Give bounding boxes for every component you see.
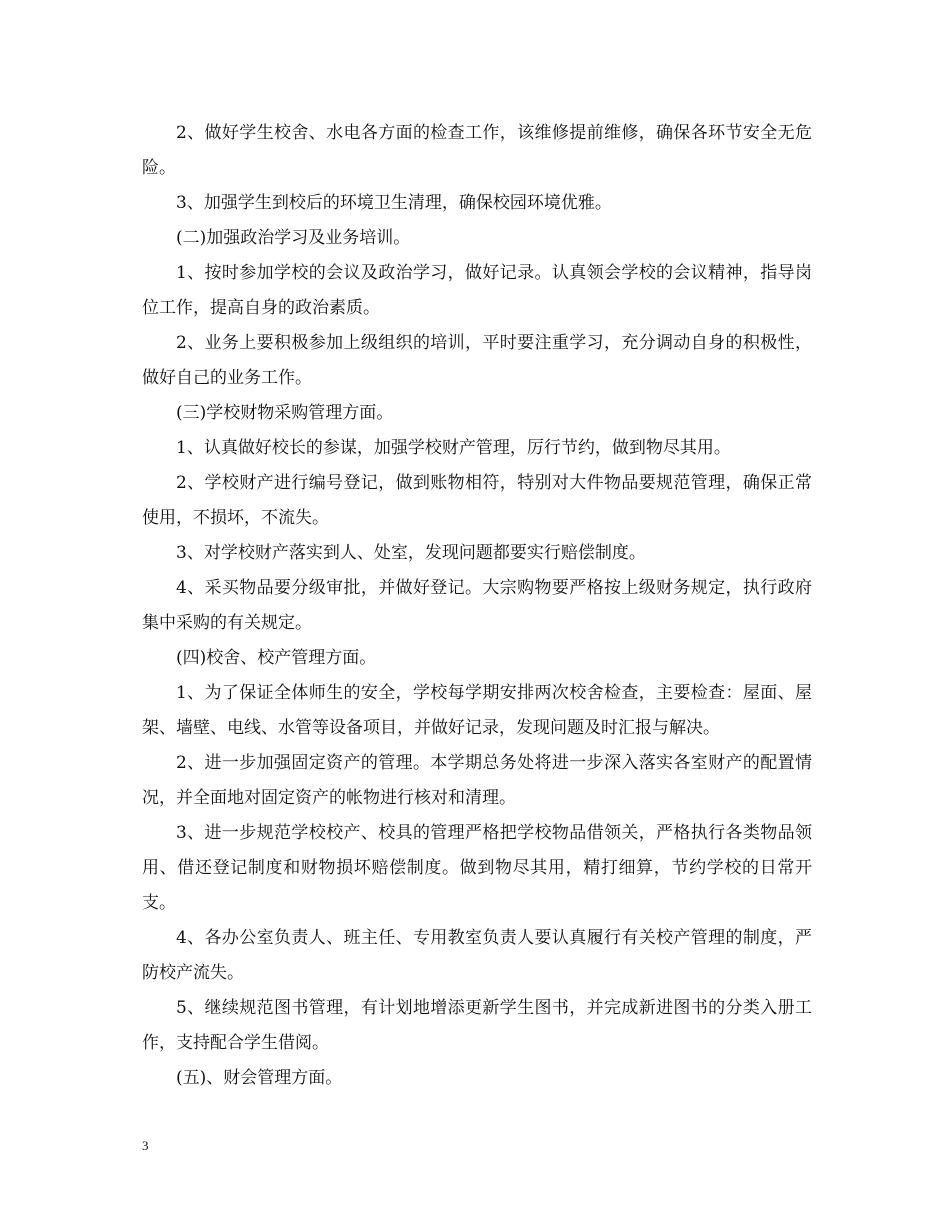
paragraph: 3、对学校财产落实到人、处室，发现问题都要实行赔偿制度。	[176, 543, 646, 563]
section-heading: (四)校舍、校产管理方面。	[176, 648, 377, 668]
section-heading: (五)、财会管理方面。	[176, 1068, 343, 1088]
document-body	[142, 116, 812, 1096]
section-heading: (二)加强政治学习及业务培训。	[176, 228, 411, 248]
paragraph: 2、进一步加强固定资产的管理。本学期总务处将进一步深入落实各室财产的配置情况，并全面地对固定资产的帐物进行核对和清理。	[142, 753, 812, 808]
paragraph: 5、继续规范图书管理，有计划地增添更新学生图书，并完成新进图书的分类入册工作，支持配合学生借阅。	[142, 998, 812, 1053]
paragraph: 2、做好学生校舍、水电各方面的检查工作，该维修提前维修，确保各环节安全无危险。	[142, 123, 812, 178]
section-heading: (三)学校财物采购管理方面。	[176, 403, 394, 423]
paragraph: 3、进一步规范学校校产、校具的管理严格把学校物品借领关，严格执行各类物品领用、借还登记制度和财物损坏赔偿制度。做到物尽其用，精打细算，节约学校的日常开支。	[142, 823, 812, 913]
paragraph: 1、认真做好校长的参谋，加强学校财产管理，厉行节约，做到物尽其用。	[176, 438, 731, 458]
paragraph: 3、加强学生到校后的环境卫生清理，确保校园环境优雅。	[176, 193, 612, 213]
paragraph: 2、业务上要积极参加上级组织的培训，平时要注重学习，充分调动自身的积极性，做好自己的业务工作。	[142, 333, 812, 388]
paragraph: 4、各办公室负责人、班主任、专用教室负责人要认真履行有关校产管理的制度，严防校产流失。	[142, 928, 812, 983]
paragraph: 1、按时参加学校的会议及政治学习，做好记录。认真领会学校的会议精神，指导岗位工作，提高自身的政治素质。	[142, 263, 812, 318]
page-number: 3	[142, 1138, 149, 1153]
paragraph: 4、采买物品要分级审批，并做好登记。大宗购物要严格按上级财务规定，执行政府集中采购的有关规定。	[142, 578, 812, 633]
paragraph: 1、为了保证全体师生的安全，学校每学期安排两次校舍检查，主要检查：屋面、屋架、墙壁、电线、水管等设备项目，并做好记录，发现问题及时汇报与解决。	[142, 683, 812, 738]
paragraph: 2、学校财产进行编号登记，做到账物相符，特别对大件物品要规范管理，确保正常使用，不损坏，不流失。	[142, 473, 812, 528]
